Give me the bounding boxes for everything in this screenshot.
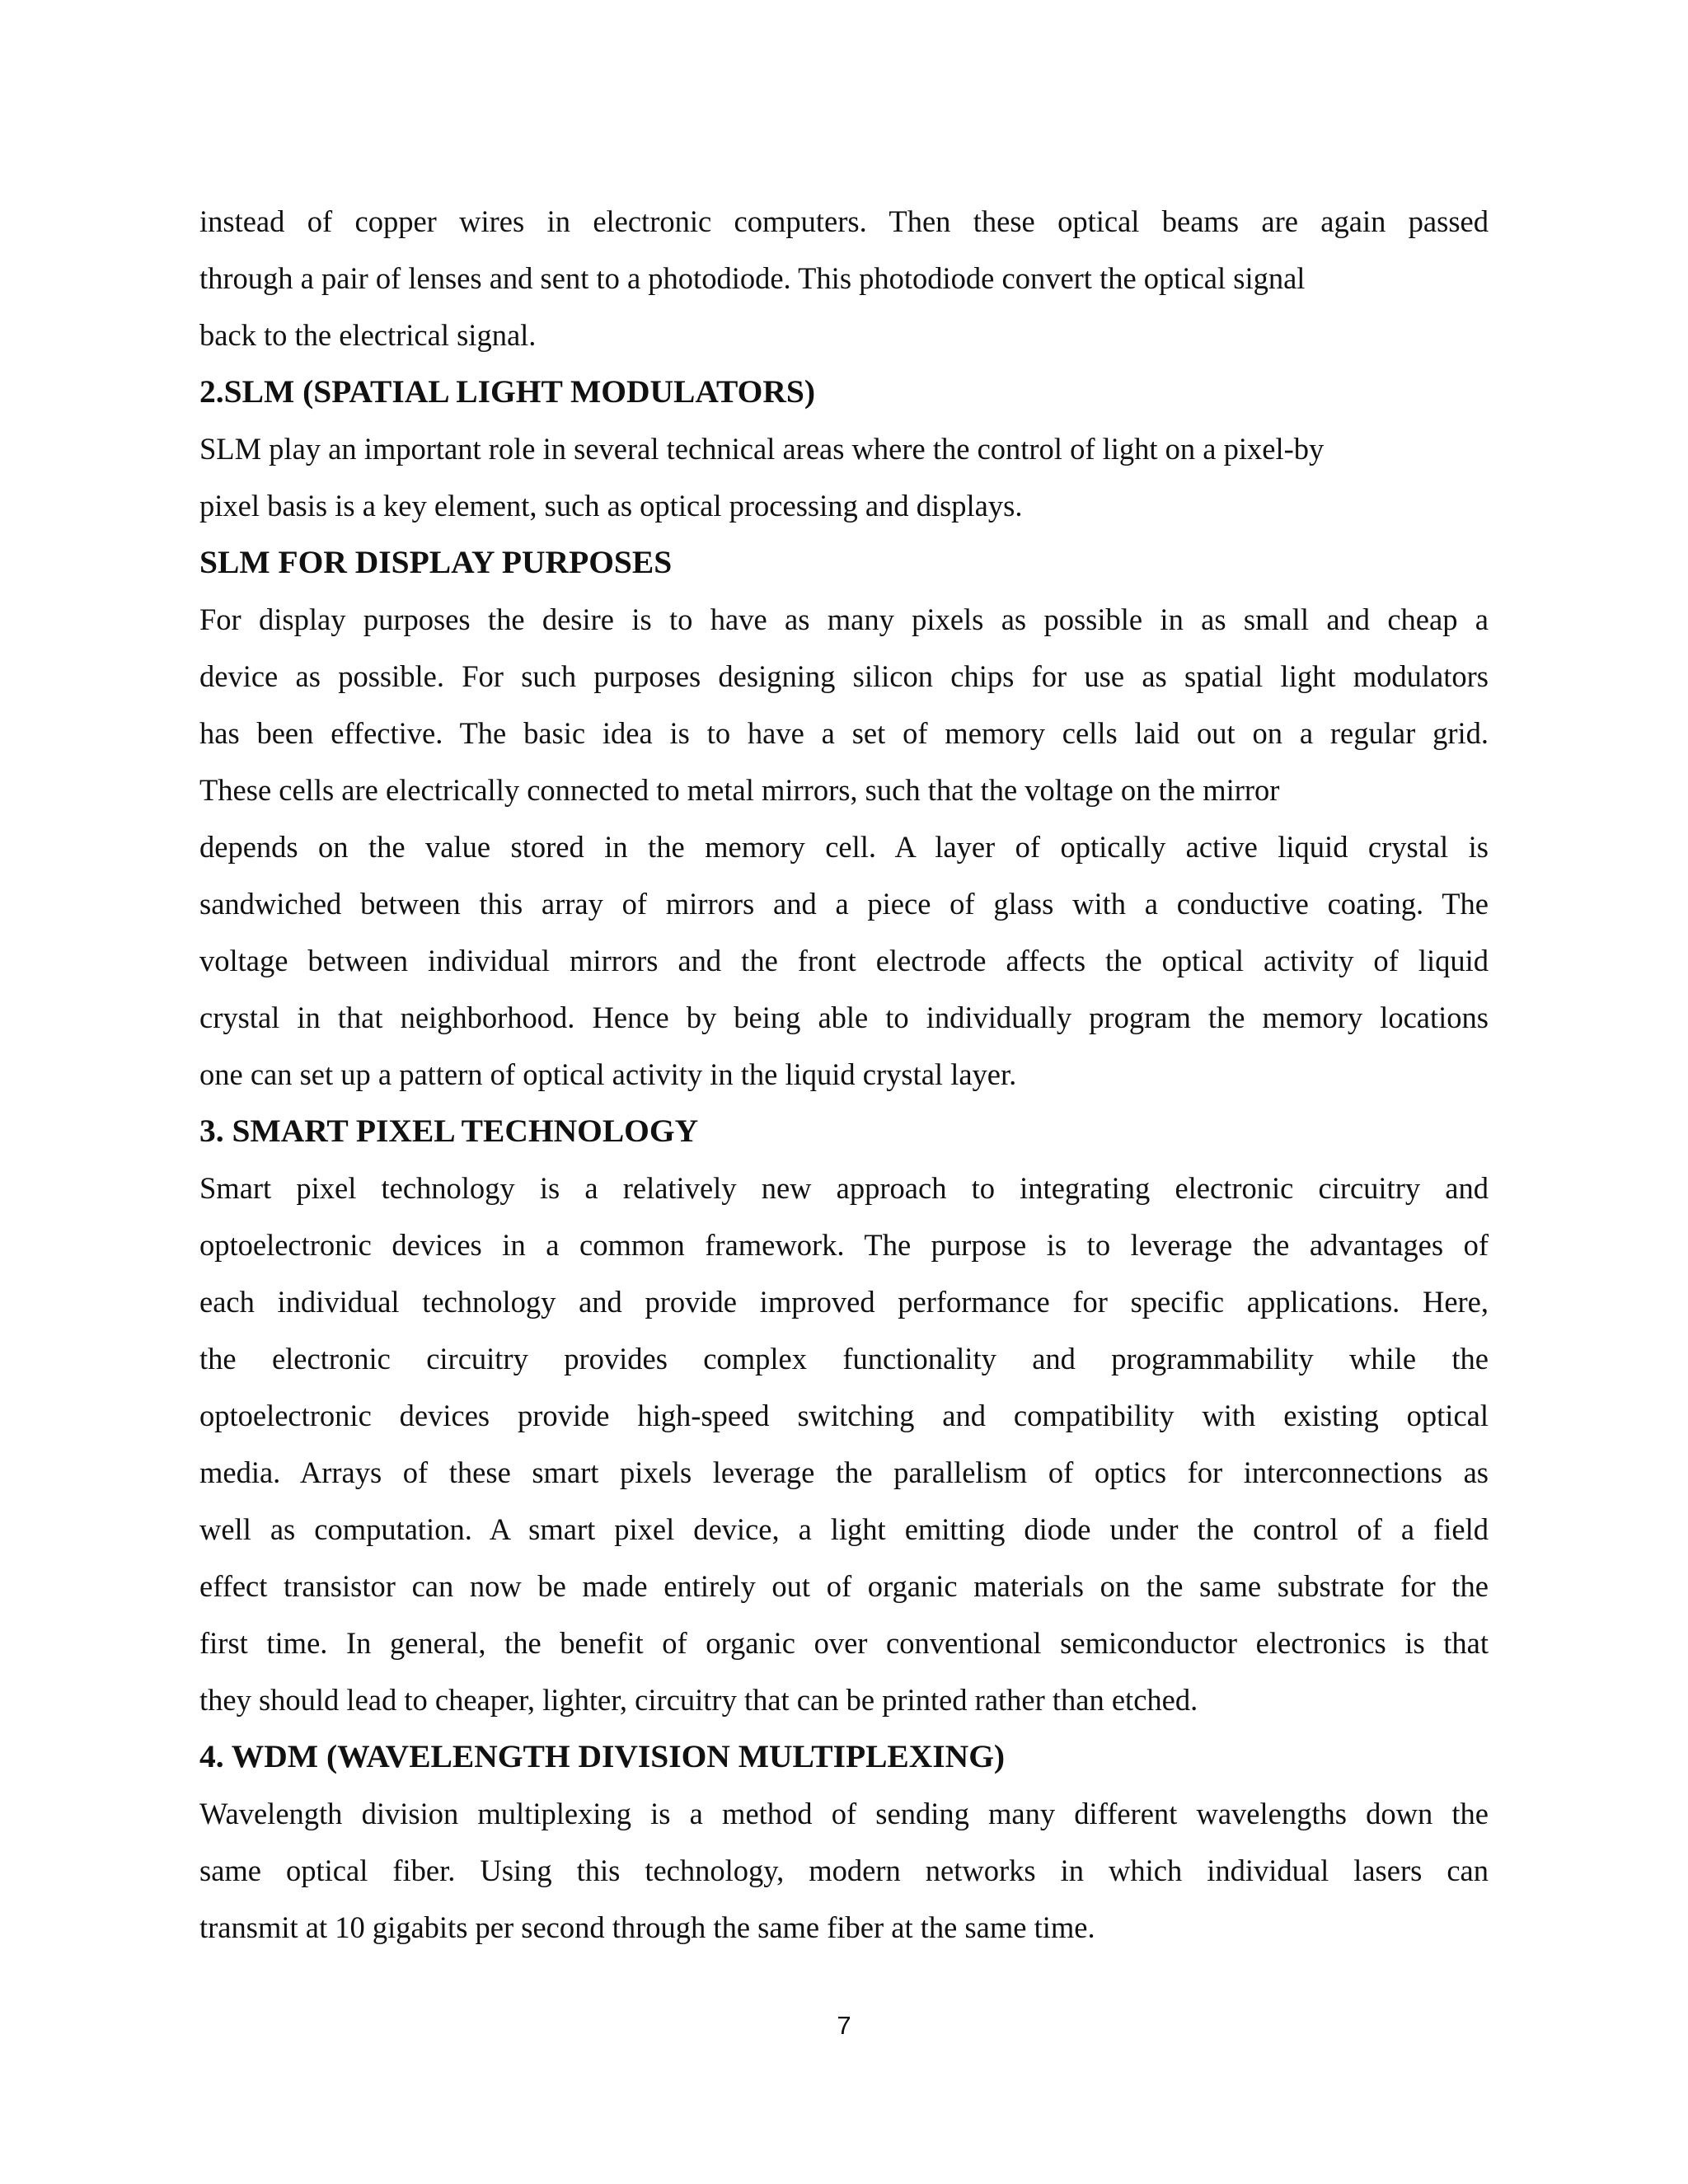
text-line: depends on the value stored in the memory cell. A layer of optically active liquid crystal is (199, 830, 1489, 864)
text-line: Smart pixel technology is a relatively new approach to integrating electronic circuitry and (199, 1171, 1489, 1205)
section-heading: 4. WDM (WAVELENGTH DIVISION MULTIPLEXING) (199, 1738, 1006, 1774)
section-heading: 3. SMART PIXEL TECHNOLOGY (199, 1113, 699, 1149)
text-line: device as possible. For such purposes designing silicon chips for use as spatial light modulators (199, 659, 1489, 693)
text-line: sandwiched between this array of mirrors and a piece of glass with a conductive coating. The (199, 887, 1489, 921)
text-line: they should lead to cheaper, lighter, circuitry that can be printed rather than etched. (199, 1683, 1198, 1717)
text-line: through a pair of lenses and sent to a photodiode. This photodiode convert the optical signal (199, 261, 1306, 295)
section-heading: 2.SLM (SPATIAL LIGHT MODULATORS) (199, 373, 815, 410)
paragraph (199, 591, 1489, 1103)
text-line: For display purposes the desire is to have as many pixels as possible in as small and cheap a (199, 602, 1489, 636)
text-line: well as computation. A smart pixel device, a light emitting diode under the control of a field (199, 1512, 1489, 1546)
section-heading: SLM FOR DISPLAY PURPOSES (199, 544, 673, 580)
text-line: first time. In general, the benefit of organic over conventional semiconductor electronics is that (199, 1626, 1489, 1660)
text-line: the electronic circuitry provides complex functionality and programmability while the (199, 1342, 1489, 1376)
text-line: transmit at 10 gigabits per second through the same fiber at the same time. (199, 1910, 1095, 1944)
text-line: effect transistor can now be made entirely out of organic materials on the same substrate for the (199, 1569, 1489, 1603)
paragraph (199, 420, 1489, 534)
paragraph (199, 1160, 1489, 1728)
text-line: These cells are electrically connected to metal mirrors, such that the voltage on the mirror (199, 773, 1280, 807)
paragraph (199, 1785, 1489, 1956)
paragraph (199, 193, 1489, 363)
text-line: back to the electrical signal. (199, 318, 537, 352)
text-line: Wavelength division multiplexing is a method of sending many different wavelengths down the (199, 1797, 1489, 1830)
text-line: optoelectronic devices in a common framework. The purpose is to leverage the advantages of (199, 1228, 1489, 1262)
text-line: one can set up a pattern of optical activity in the liquid crystal layer. (199, 1057, 1017, 1091)
text-line: crystal in that neighborhood. Hence by being able to individually program the memory locations (199, 1001, 1489, 1034)
text-line: has been effective. The basic idea is to have a set of memory cells laid out on a regular grid. (199, 716, 1489, 750)
text-line: optoelectronic devices provide high-speed switching and compatibility with existing optical (199, 1399, 1489, 1432)
page-body (199, 193, 1489, 1956)
text-line: media. Arrays of these smart pixels leverage the parallelism of optics for interconnections as (199, 1455, 1489, 1489)
text-line: pixel basis is a key element, such as optical processing and displays. (199, 489, 1023, 523)
text-line: SLM play an important role in several technical areas where the control of light on a pixel-by (199, 432, 1325, 466)
text-line: instead of copper wires in electronic computers. Then these optical beams are again passed (199, 204, 1489, 238)
text-line: each individual technology and provide improved performance for specific applications. Here, (199, 1285, 1489, 1319)
text-line: same optical fiber. Using this technology, modern networks in which individual lasers can (199, 1854, 1489, 1887)
page-number: 7 (837, 2011, 851, 2040)
text-line: voltage between individual mirrors and the front electrode affects the optical activity of liquid (199, 944, 1489, 977)
